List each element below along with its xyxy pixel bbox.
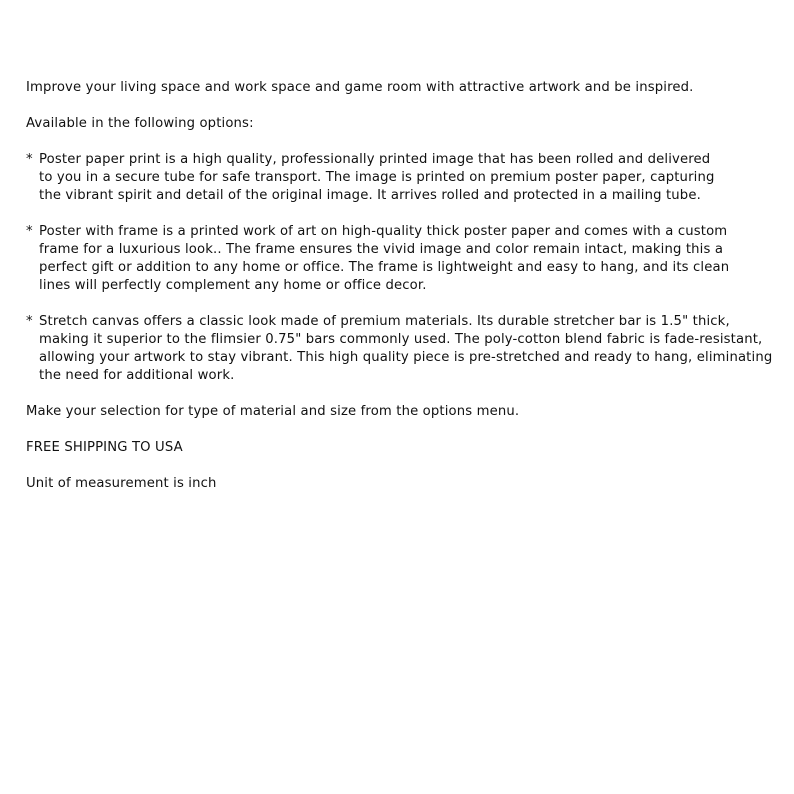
selection-note: Make your selection for type of material and size from the options menu.	[26, 404, 520, 419]
bullet-marker: *	[26, 314, 33, 329]
option-line: to you in a secure tube for safe transport. The image is printed on premium poster paper, capturing	[39, 170, 715, 185]
option-text	[39, 313, 776, 385]
option-line: Poster paper print is a high quality, professionally printed image that has been rolled and delivered	[39, 152, 711, 167]
option-line: making it superior to the flimsier 0.75" bars commonly used. The poly-cotton blend fabric is fade-resistant,	[39, 332, 763, 347]
option-line: the vibrant spirit and detail of the original image. It arrives rolled and protected in a mailing tube.	[39, 188, 701, 203]
option-line: the need for additional work.	[39, 368, 235, 383]
unit-note: Unit of measurement is inch	[26, 476, 217, 491]
option-text	[39, 151, 776, 205]
option-line: Stretch canvas offers a classic look made of premium materials. Its durable stretcher bar is 1.5" thick,	[39, 314, 730, 329]
intro-text: Improve your living space and work space and game room with attractive artwork and be inspired.	[26, 80, 694, 95]
options-heading: Available in the following options:	[26, 116, 254, 131]
option-poster-paper	[26, 151, 776, 205]
option-line: perfect gift or addition to any home or office. The frame is lightweight and easy to hang, and its clean	[39, 260, 730, 275]
option-text	[39, 223, 776, 295]
option-line: lines will perfectly complement any home or office decor.	[39, 278, 427, 293]
option-stretch-canvas	[26, 313, 776, 385]
bullet-marker: *	[26, 224, 33, 239]
option-line: frame for a luxurious look.. The frame ensures the vivid image and color remain intact, making this a	[39, 242, 724, 257]
option-line: Poster with frame is a printed work of art on high-quality thick poster paper and comes with a custom	[39, 224, 728, 239]
bullet-marker: *	[26, 152, 33, 167]
product-description	[26, 79, 776, 511]
options-list	[26, 151, 776, 385]
shipping-note: FREE SHIPPING TO USA	[26, 440, 183, 455]
option-poster-with-frame	[26, 223, 776, 295]
option-line: allowing your artwork to stay vibrant. This high quality piece is pre-stretched and ready to hang, eliminating	[39, 350, 773, 365]
